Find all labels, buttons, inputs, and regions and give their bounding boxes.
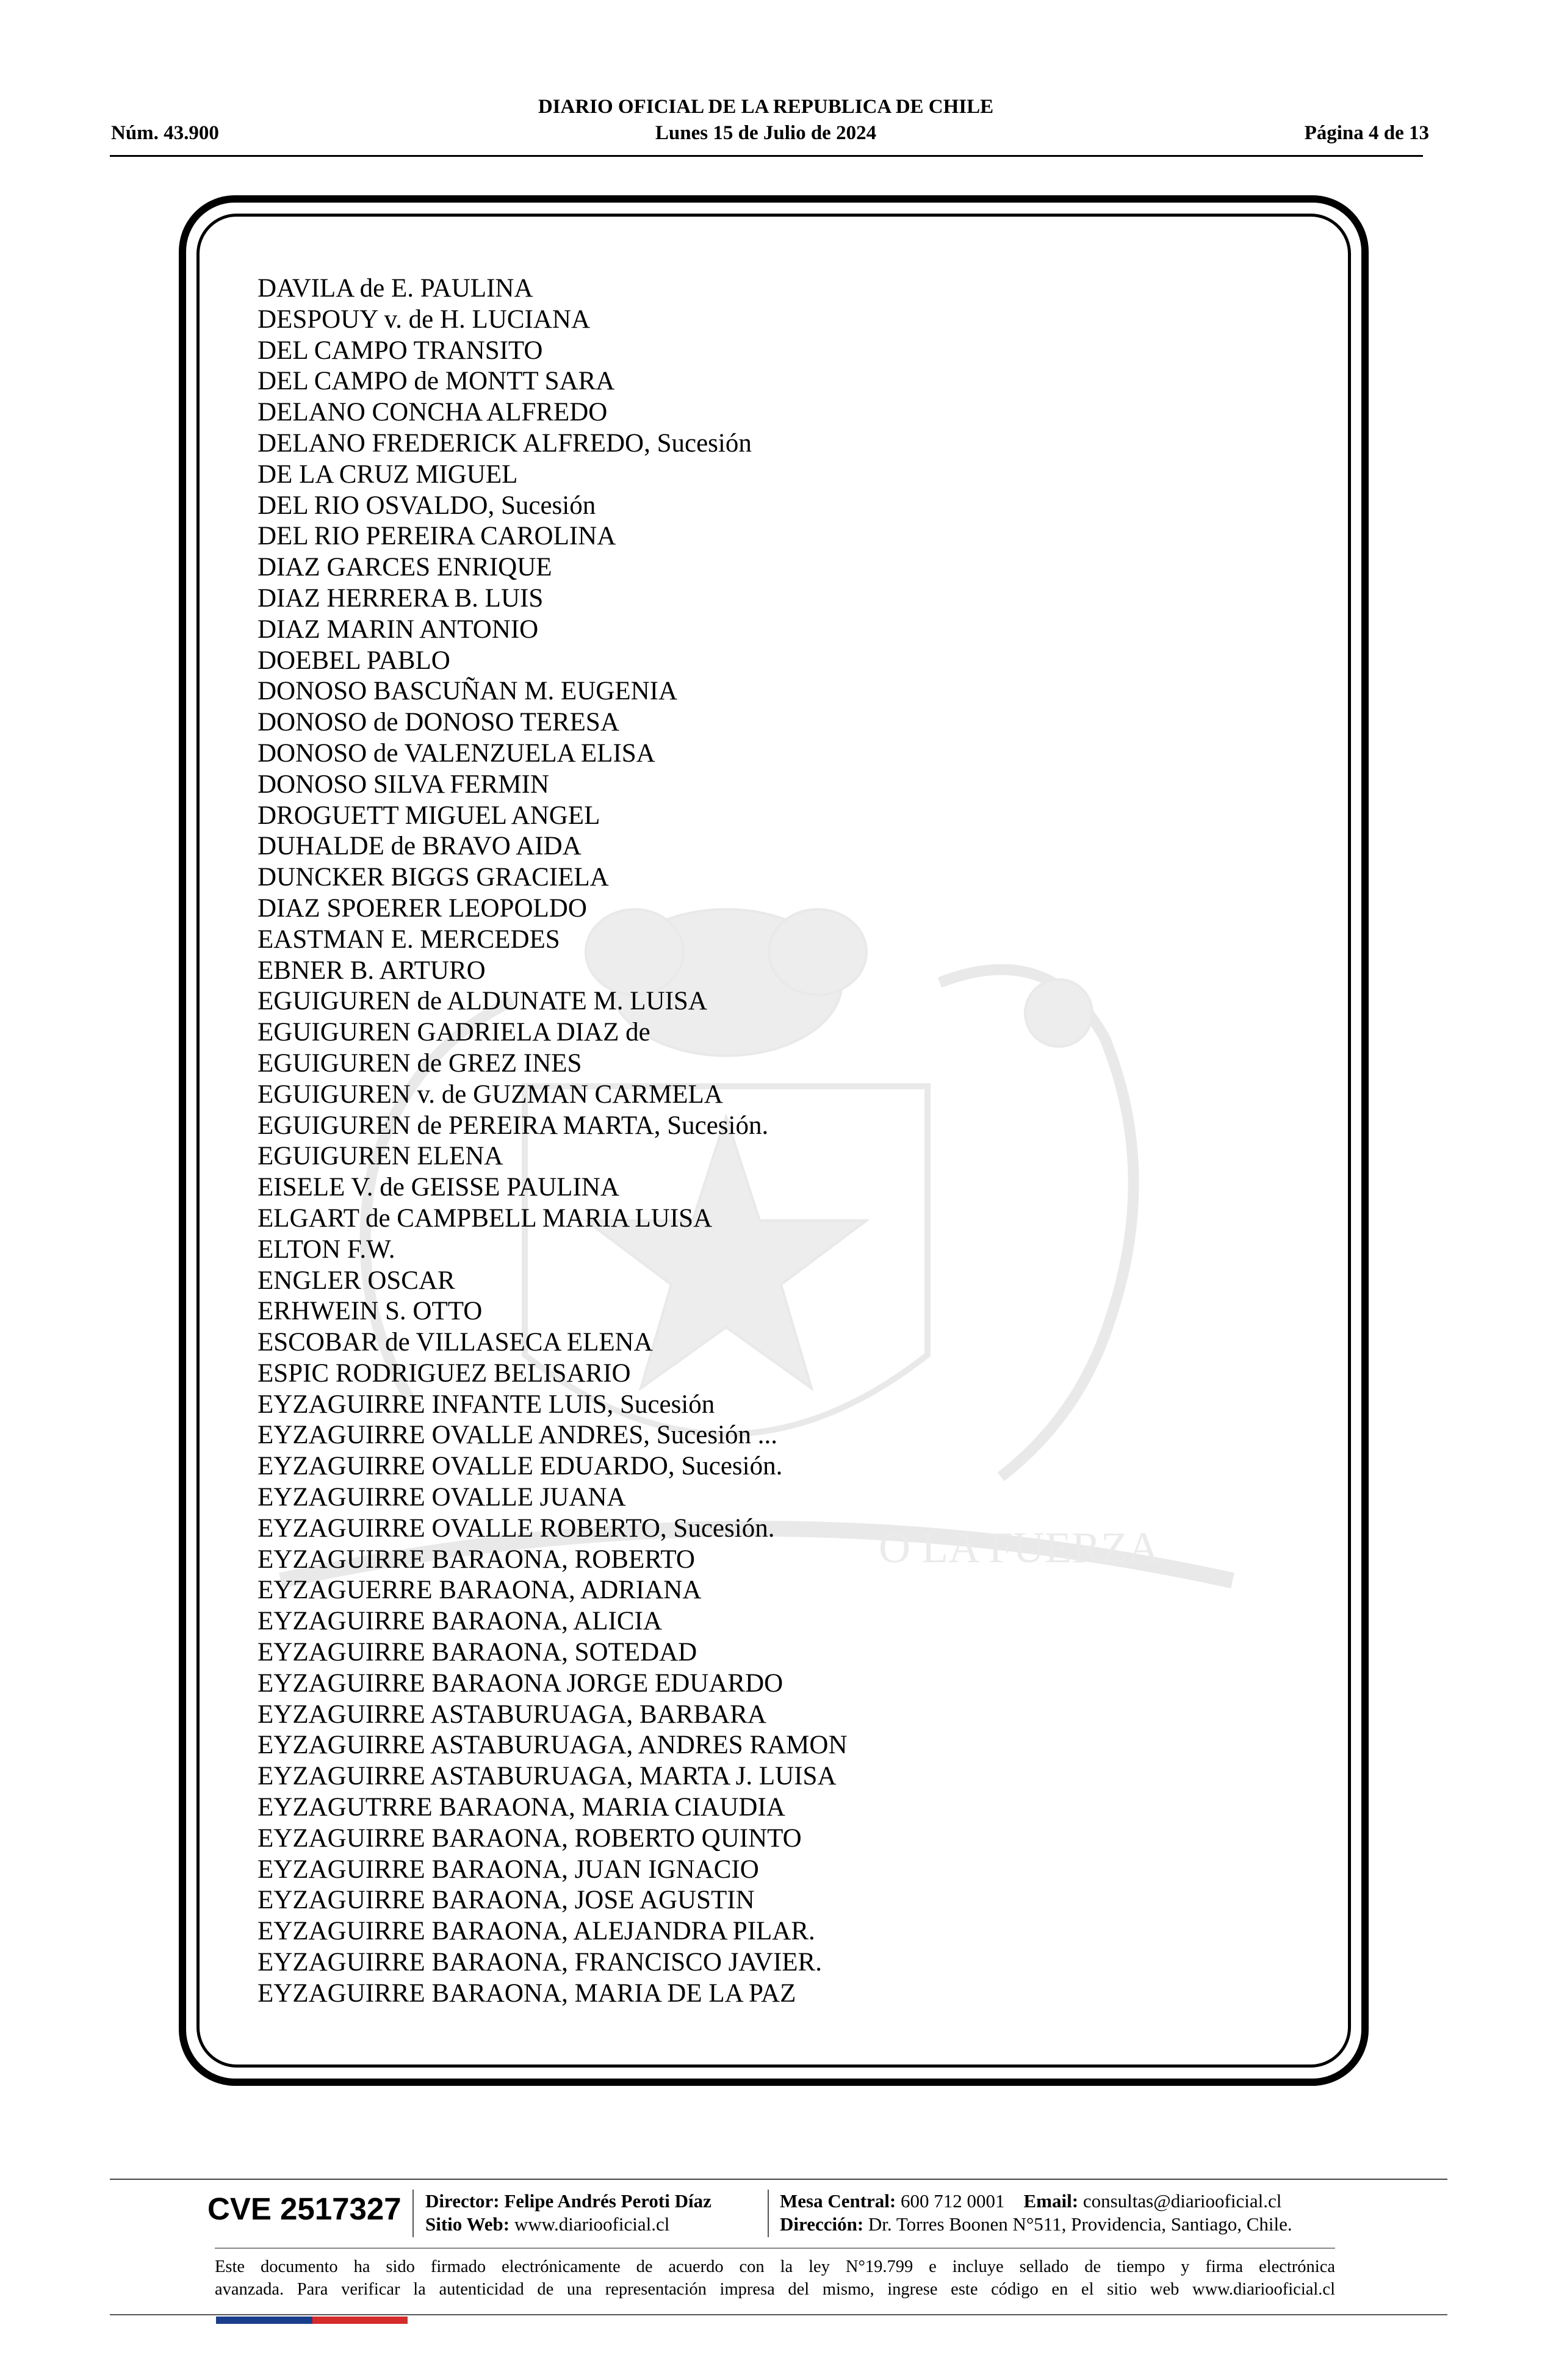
list-item: DROGUETT MIGUEL ANGEL [258,801,600,830]
list-item: DIAZ HERRERA B. LUIS [258,583,544,613]
list-item: EISELE V. de GEISSE PAULINA [258,1173,619,1202]
issue-date: Lunes 15 de Julio de 2024 [655,122,877,144]
names-list [258,273,848,2010]
legal-line: Este documento ha sido firmado electrónicamente de acuerdo con la ley N°19.799 e incluye sellado de tiempo y firma electrónica [215,2257,1335,2276]
list-item: EGUIGUREN GADRIELA DIAZ de [258,1018,650,1047]
list-item: EYZAGUIRRE BARAONA, JOSE AGUSTIN [258,1886,755,1915]
director-name: Felipe Andrés Peroti Díaz [504,2190,711,2212]
legal-line: avanzada. Para verificar la autenticidad de una representación impresa del mismo, ingrese este código en el sitio web www.diariooficial.cl [215,2280,1335,2299]
list-item: DELANO CONCHA ALFREDO [258,398,608,427]
email-label: Email: [1023,2190,1079,2212]
list-item: EBNER B. ARTURO [258,956,486,985]
email-link[interactable]: consultas@diariooficial.cl [1082,2190,1282,2212]
footer-divider-top [110,2179,1447,2180]
list-item: DOEBEL PABLO [258,646,450,675]
list-item: DEL RIO PEREIRA CAROLINA [258,522,616,551]
list-item: DELANO FREDERICK ALFREDO, Sucesión [258,428,752,458]
list-item: EYZAGUIRRE OVALLE EDUARDO, Sucesión. [258,1452,783,1481]
list-item: EYZAGUIRRE BARAONA, ALICIA [258,1607,662,1636]
list-item: EYZAGUIRRE BARAONA, MARIA DE LA PAZ [258,1978,796,2008]
list-item: EYZAGUIRRE BARAONA, FRANCISCO JAVIER. [258,1948,822,1977]
list-item: EYZAGUIRRE BARAONA, JUAN IGNACIO [258,1855,759,1884]
list-item: DEL RIO OSVALDO, Sucesión [258,491,596,520]
list-item: EYZAGUIRRE BARAONA, SOTEDAD [258,1638,697,1667]
address-text: Dr. Torres Boonen N°511, Providencia, Santiago, Chile. [868,2213,1292,2235]
footer-separator [412,2190,414,2237]
list-item: EYZAGUIRRE BARAONA, ALEJANDRA PILAR. [258,1917,815,1946]
newspaper-title: DIARIO OFICIAL DE LA REPUBLICA DE CHILE [538,96,994,118]
website-label: Sitio Web: [425,2213,510,2235]
flag-stripe-red [312,2317,408,2324]
list-item: DONOSO de DONOSO TERESA [258,708,619,737]
list-item: EGUIGUREN de ALDUNATE M. LUISA [258,987,707,1016]
list-item: DAVILA de E. PAULINA [258,274,533,303]
list-item: DEL CAMPO TRANSITO [258,336,543,365]
phone-number: 600 712 0001 [901,2190,1005,2212]
list-item: EYZAGUIRRE OVALLE ANDRES, Sucesión ... [258,1421,778,1450]
website-link[interactable]: www.diariooficial.cl [514,2213,670,2235]
footer-divider-bottom [110,2314,1447,2315]
list-item: EYZAGUIRRE ASTABURUAGA, BARBARA [258,1700,766,1729]
list-item: DUHALDE de BRAVO AIDA [258,832,582,861]
list-item: EYZAGUERRE BARAONA, ADRIANA [258,1576,702,1605]
address-label: Dirección: [780,2213,864,2235]
header-divider [110,155,1423,157]
list-item: EYZAGUIRRE ASTABURUAGA, MARTA J. LUISA [258,1762,837,1791]
footer-separator [768,2190,769,2237]
list-item: EYZAGUIRRE ASTABURUAGA, ANDRES RAMON [258,1731,848,1760]
list-item: EYZAGUIRRE OVALLE JUANA [258,1483,626,1512]
director-label: Director: [425,2190,500,2212]
list-item: ESCOBAR de VILLASECA ELENA [258,1328,653,1357]
list-item: DONOSO BASCUÑAN M. EUGENIA [258,677,678,706]
list-item: EGUIGUREN v. de GUZMAN CARMELA [258,1080,723,1109]
list-item: EGUIGUREN de PEREIRA MARTA, Sucesión. [258,1111,769,1140]
legal-notice [215,2256,1335,2301]
list-item: DONOSO SILVA FERMIN [258,770,549,799]
list-item: DESPOUY v. de H. LUCIANA [258,305,591,334]
cve-code: CVE 2517327 [207,2191,402,2226]
list-item: DEL CAMPO de MONTT SARA [258,367,615,396]
list-item: ELGART de CAMPBELL MARIA LUISA [258,1203,713,1233]
list-item: DIAZ GARCES ENRIQUE [258,553,552,582]
page-indicator: Página 4 de 13 [1304,122,1429,144]
list-item: DONOSO de VALENZUELA ELISA [258,738,655,768]
phone-label: Mesa Central: [780,2190,896,2212]
list-item: DE LA CRUZ MIGUEL [258,460,518,489]
list-item: EYZAGUIRRE OVALLE ROBERTO, Sucesión. [258,1513,775,1543]
list-item: EYZAGUIRRE BARAONA JORGE EDUARDO [258,1668,783,1698]
list-item: EASTMAN E. MERCEDES [258,925,560,954]
flag-stripe-blue [216,2317,312,2324]
list-item: DIAZ SPOERER LEOPOLDO [258,893,587,923]
list-item: EYZAGUIRRE BARAONA, ROBERTO [258,1545,695,1574]
list-item: ERHWEIN S. OTTO [258,1297,483,1326]
list-item: ELTON F.W. [258,1235,395,1264]
list-item: ENGLER OSCAR [258,1266,455,1295]
list-item: ESPIC RODRIGUEZ BELISARIO [258,1358,631,1388]
footer-contact-block [780,2190,1292,2236]
list-item: DUNCKER BIGGS GRACIELA [258,863,609,892]
list-item: EGUIGUREN ELENA [258,1142,503,1171]
list-item: DIAZ MARIN ANTONIO [258,615,539,644]
list-item: EYZAGUTRRE BARAONA, MARIA CIAUDIA [258,1793,785,1822]
list-item: EGUIGUREN de GREZ INES [258,1048,582,1078]
footer-divider-mid [215,2248,1335,2249]
watermark-motto: O LA FUERZA [879,1523,1160,1572]
list-item: EYZAGUIRRE BARAONA, ROBERTO QUINTO [258,1823,802,1853]
list-item: EYZAGUIRRE INFANTE LUIS, Sucesión [258,1390,715,1419]
issue-number: Núm. 43.900 [111,122,219,144]
footer-director-block [425,2190,711,2236]
